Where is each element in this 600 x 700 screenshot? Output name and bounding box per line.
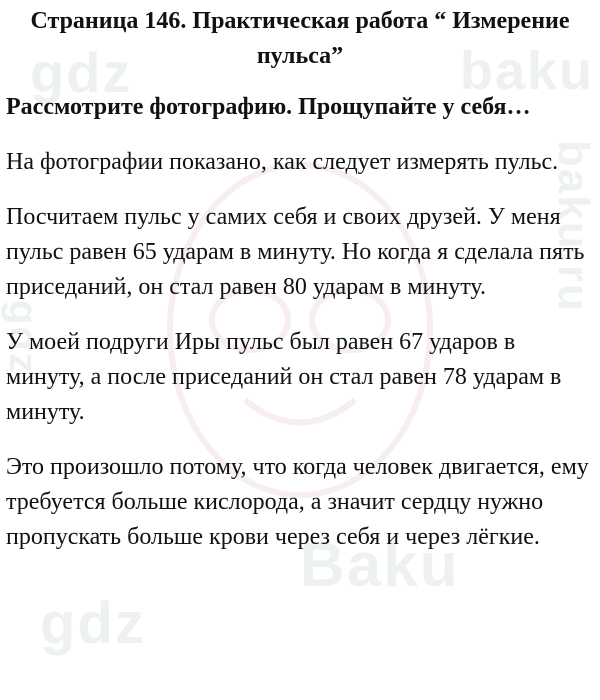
watermark-text: Baku <box>300 531 460 600</box>
watermark-text: gdz. <box>1 300 45 388</box>
answer-paragraph: Посчитаем пульс у самих себя и своих друзей. У меня пульс равен 65 ударам в минуту. Но когда я сделала пять приседаний, он стал равен 80 ударам в минуту. <box>6 204 585 300</box>
answer-paragraph: Это произошло потому, что когда человек двигается, ему требуется больше кислорода, а значит сердцу нужно пропускать больше крови через себя и через лёгкие. <box>6 454 589 550</box>
watermark-text: baku.ru <box>549 140 598 313</box>
watermark-text: gdz <box>40 591 146 656</box>
task-heading: Рассмотрите фотографию. Прощупайте у себя… <box>6 94 531 120</box>
answer-paragraph: У моей подруги Иры пульс был равен 67 ударов в минуту, а после приседаний он стал равен 78 ударам в минуту. <box>6 329 562 425</box>
page-title: Страница 146. Практическая работа “ Измерение пульса” <box>30 8 570 69</box>
watermark-text: baku <box>460 41 595 101</box>
watermark-text: gdz <box>30 41 133 104</box>
answer-paragraph: На фотографии показано, как следует измерять пульс. <box>6 149 559 175</box>
